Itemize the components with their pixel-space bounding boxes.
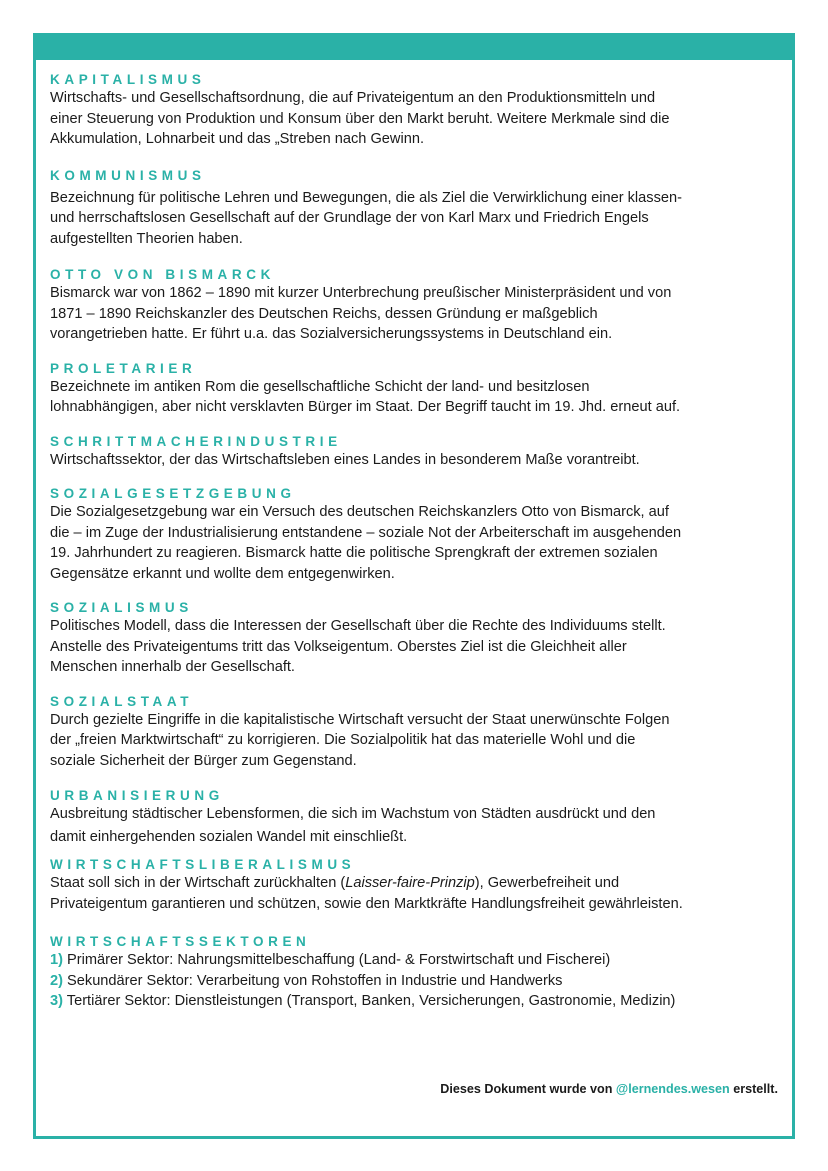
definition-line: Wirtschaftssektor, der das Wirtschaftsleben eines Landes in besonderem Maße vorantreibt.: [50, 451, 640, 468]
definition: [50, 710, 786, 772]
definition-line: soziale Sicherheit der Bürger zum Gegenstand.: [50, 752, 357, 769]
definition-line: Akkumulation, Lohnarbeit und das „Streben nach Gewinn.: [50, 131, 424, 147]
entry-urbanisierung: [50, 788, 786, 847]
definition-line: Bezeichnete im antiken Rom die gesellschaftliche Schicht der land- und besitzlosen: [50, 378, 590, 395]
definition-line: Gegensätze erkannt und wollte dem entgegenwirken.: [50, 565, 395, 582]
entry-otto-von-bismarck: [50, 267, 786, 345]
definition-line: vorangetrieben hatte. Er führt u.a. das Sozialversicherungssystems in Deutschland ein.: [50, 326, 613, 342]
sector-list: [50, 950, 786, 1012]
list-number: 1): [50, 952, 63, 968]
definition-line: Die Sozialgesetzgebung war ein Versuch des deutschen Reichskanzlers Otto von Bismarck, auf: [50, 504, 669, 520]
footer-text: Dieses Dokument wurde von: [440, 1082, 616, 1096]
term-heading: WIRTSCHAFTSSEKTOREN: [50, 934, 311, 949]
term-heading: OTTO VON BISMARCK: [50, 267, 275, 282]
footer-text: erstellt.: [729, 1082, 778, 1096]
definition-line: Ausbreitung städtischer Lebensformen, die sich im Wachstum von Städten ausdrückt und den: [50, 806, 656, 822]
list-item-text: Tertiärer Sektor: Dienstleistungen (Transport, Banken, Versicherungen, Gastronomie, Medizin): [66, 993, 676, 1009]
entry-wirtschaftssektoren: [50, 934, 786, 1012]
term-heading: SOZIALGESETZGEBUNG: [50, 486, 296, 501]
term-heading: PROLETARIER: [50, 360, 197, 376]
credit-footer: [440, 1082, 778, 1096]
term-heading: WIRTSCHAFTSLIBERALISMUS: [50, 857, 356, 872]
entry-sozialgesetzgebung: [50, 486, 786, 584]
definition-line: lohnabhängigen, aber nicht versklavten Bürger im Staat. Der Begriff taucht im 19. Jhd. erneut auf.: [50, 399, 681, 415]
definition-line: Menschen innerhalb der Gesellschaft.: [50, 659, 295, 675]
list-item-text: Sekundärer Sektor: Verarbeitung von Rohstoffen in Industrie und Handwerks: [67, 972, 563, 989]
definition-line: und herrschaftslosen Gesellschaft auf der Grundlage der von Karl Marx und Friedrich Engels: [50, 210, 649, 226]
definition-line: 1871 – 1890 Reichskanzler des Deutschen Reichs, dessen Gründung er maßgeblich: [50, 305, 598, 322]
term-heading: URBANISIERUNG: [50, 788, 224, 803]
definition: [50, 377, 786, 418]
list-number: 2): [50, 972, 63, 989]
definition-line: Politisches Modell, dass die Interessen der Gesellschaft über die Rechte des Individuums stellt.: [50, 618, 666, 634]
term-heading: SOZIALSTAAT: [50, 693, 194, 709]
glossary: [50, 72, 786, 1012]
definition: [50, 804, 786, 847]
definition-line: Privateigentum garantieren und schützen, sowie den Marktkräfte Handlungsfreiheit gewährleisten.: [50, 895, 683, 912]
term-heading: KAPITALISMUS: [50, 72, 206, 87]
definition-line: Anstelle des Privateigentums tritt das Volkseigentum. Oberstes Ziel ist die Gleichheit aller: [50, 638, 627, 655]
definition-line: aufgestellten Theorien haben.: [50, 230, 243, 247]
entry-sozialstaat: [50, 694, 786, 772]
definition-line: Wirtschafts- und Gesellschaftsordnung, die auf Privateigentum an den Produktionsmitteln und: [50, 90, 656, 106]
definition: [50, 873, 786, 914]
author-handle: @lernendes.wesen: [615, 1082, 730, 1096]
definition-line: Bezeichnung für politische Lehren und Bewegungen, die als Ziel die Verwirklichung einer klassen-: [50, 189, 682, 206]
list-item: [50, 991, 786, 1012]
definition: [50, 283, 786, 345]
definition-line: Durch gezielte Eingriffe in die kapitalistische Wirtschaft versucht der Staat unerwünschte Folgen: [50, 711, 670, 728]
entry-kommunismus: [50, 168, 786, 250]
definition-line: die – im Zuge der Industrialisierung entstandene – soziale Not der Arbeiterschaft im ausgehenden: [50, 524, 682, 541]
definition-line: der „freien Marktwirtschaft“ zu korrigieren. Die Sozialpolitik hat das materielle Wohl und die: [50, 732, 636, 748]
entry-schrittmacherindustrie: [50, 434, 786, 471]
list-number: 3): [50, 993, 63, 1009]
definition-italic-term: Laisser-faire-Prinzip: [345, 875, 475, 891]
entry-sozialismus: [50, 600, 786, 678]
entry-kapitalismus: [50, 72, 786, 150]
definition-line: [50, 873, 786, 894]
definition-text: Staat soll sich in der Wirtschaft zurückhalten (: [50, 875, 346, 891]
list-item-text: Primärer Sektor: Nahrungsmittelbeschaffung (Land- & Forstwirtschaft und Fischerei): [67, 952, 611, 968]
definition: [50, 616, 786, 678]
definition-line: damit einhergehenden sozialen Wandel mit einschließt.: [50, 828, 408, 845]
definition-text: ), Gewerbefreiheit und: [474, 875, 620, 891]
list-item: [50, 971, 786, 992]
definition: [50, 188, 786, 250]
definition-line: einer Steuerung von Produktion und Konsum über den Markt beruht. Weitere Merkmale sind die: [50, 110, 670, 127]
list-item: [50, 950, 786, 971]
term-heading: SOZIALISMUS: [50, 600, 193, 615]
definition: [50, 502, 786, 584]
definition-line: Bismarck war von 1862 – 1890 mit kurzer Unterbrechung preußischer Ministerpräsident und von: [50, 285, 672, 301]
term-heading: SCHRITTMACHERINDUSTRIE: [50, 433, 342, 449]
definition: [50, 88, 786, 150]
definition: [50, 450, 786, 471]
term-heading: KOMMUNISMUS: [50, 167, 206, 183]
definition-line: 19. Jahrhundert zu reagieren. Bismarck hatte die politische Sprengkraft der extremen sozialen: [50, 545, 658, 561]
entry-wirtschaftsliberalismus: [50, 857, 786, 914]
entry-proletarier: [50, 361, 786, 418]
